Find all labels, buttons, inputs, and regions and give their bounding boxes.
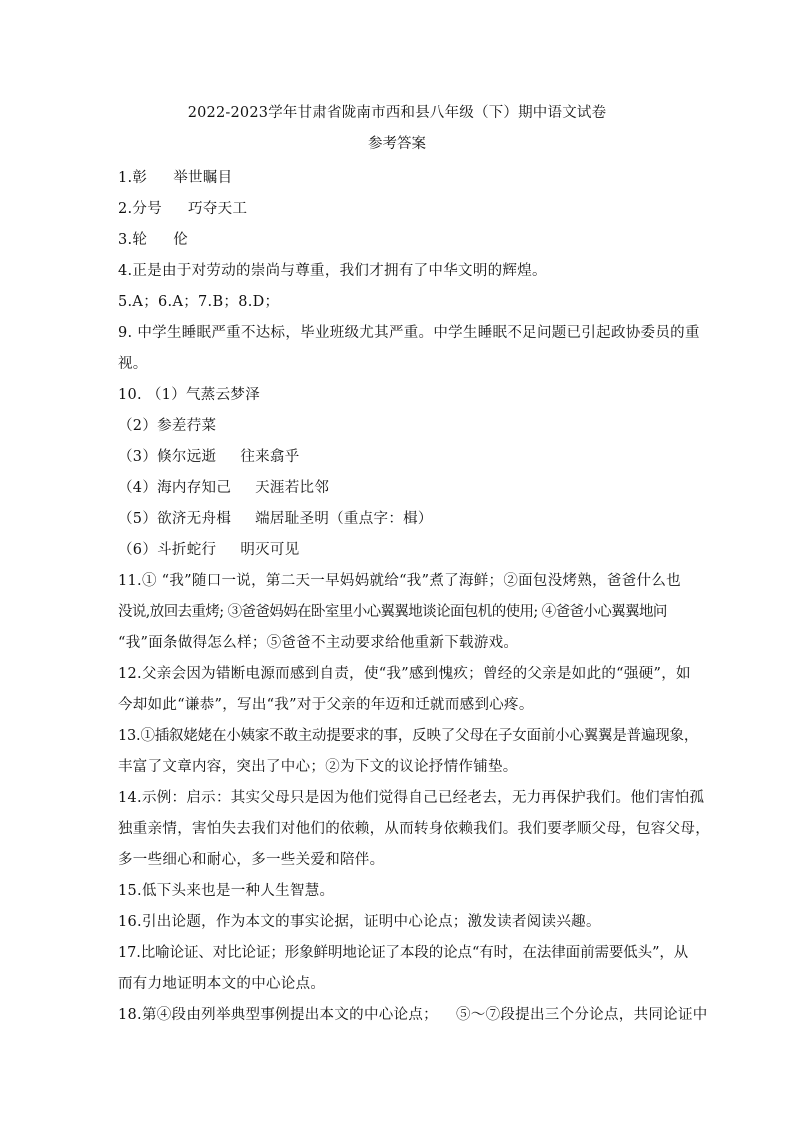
answer-text: 3.轮 <box>118 232 148 248</box>
answer-10-3 <box>118 442 678 473</box>
answer-text: 2.分号 <box>118 201 163 217</box>
answer-text: 往来翕乎 <box>240 449 300 465</box>
answer-text: 伦 <box>173 232 189 248</box>
answer-text: 端居耻圣明（重点字：楫） <box>255 511 433 527</box>
answer-11-line-2: 没说,放回去重烤; ③爸爸妈妈在卧室里小心翼翼地谈论面包机的使用; ④爸爸小心翼翼地问 <box>118 604 667 620</box>
answer-1 <box>118 163 678 194</box>
answer-9-line-1: 9. 中学生睡眠严重不达标，毕业班级尤其严重。中学生睡眠不足问题已引起政协委员的重 <box>118 325 700 341</box>
answer-13-line-1: 13.①插叙姥姥在小姨家不敢主动提要求的事，反映了父母在子女面前小心翼翼是普遍现象， <box>118 728 699 744</box>
answer-10-5 <box>118 504 678 535</box>
answer-5-8: 5.A；6.A；7.B；8.D； <box>118 294 280 310</box>
answer-16: 16.引出论题，作为本文的事实论据，证明中心论点；激发读者阅读兴趣。 <box>118 914 601 930</box>
answer-14-line-3: 多一些细心和耐心，多一些关爱和陪伴。 <box>118 852 385 868</box>
answer-text: （6）斗折蛇行 <box>118 542 217 558</box>
answer-9-line-2: 视。 <box>118 356 148 372</box>
answer-text: （5）欲济无舟楫 <box>118 511 232 527</box>
answer-14-line-2: 独重亲情，害怕失去我们对他们的依赖，从而转身依赖我们。我们要孝顺父母，包容父母， <box>118 821 710 837</box>
answer-18-line-1 <box>118 1000 708 1031</box>
answer-13-line-2: 丰富了文章内容，突出了中心；②为下文的议论抒情作铺垫。 <box>118 759 518 775</box>
answer-17-line-2: 而有力地证明本文的中心论点。 <box>118 976 326 992</box>
answer-text: 举世瞩目 <box>173 170 233 186</box>
document-title: 2022-2023学年甘肃省陇南市西和县八年级（下）期中语文试卷 <box>187 105 607 121</box>
answer-text: 巧夺天工 <box>188 201 248 217</box>
answer-3 <box>118 225 678 256</box>
answer-text: （3）倏尔远逝 <box>118 449 217 465</box>
answer-14-line-1: 14.示例：启示：其实父母只是因为他们觉得自己已经老去，无力再保护我们。他们害怕孤 <box>118 790 705 806</box>
answer-10-1: 10. （1）气蒸云梦泽 <box>118 387 260 403</box>
answer-text: 明灭可见 <box>240 542 300 558</box>
answer-12-line-1: 12.父亲会因为错断电源而感到自责，使“我”感到愧疚；曾经的父亲是如此的“强硬”，如 <box>118 666 691 682</box>
answer-text: ⑤～⑦段提出三个分论点，共同论证中 <box>455 1007 708 1023</box>
answer-text: 1.彰 <box>118 170 148 186</box>
answer-2 <box>118 194 678 225</box>
answer-15: 15.低下头来也是一种人生智慧。 <box>118 883 335 899</box>
answer-17-line-1: 17.比喻论证、对比论证；形象鲜明地论证了本段的论点“有时，在法律面前需要低头”，从 <box>118 945 689 961</box>
answer-10-6 <box>118 535 678 566</box>
answer-11-line-1: 11.① “我”随口一说，第二天一早妈妈就给“我”煮了海鲜；②面包没烤熟，爸爸什么也 <box>118 573 681 589</box>
answer-list <box>118 163 710 1031</box>
answer-text: 天涯若比邻 <box>255 480 330 496</box>
answer-4: 4.正是由于对劳动的崇尚与尊重，我们才拥有了中华文明的辉煌。 <box>118 263 547 279</box>
document-subtitle: 参考答案 <box>368 136 426 152</box>
answer-text: 18.第④段由列举典型事例提出本文的中心论点； <box>118 1007 438 1023</box>
answer-10-2: （2）参差荇菜 <box>118 418 217 434</box>
answer-10-4 <box>118 473 678 504</box>
answer-11-line-3: “我”面条做得怎么样；⑤爸爸不主动要求给他重新下载游戏。 <box>118 635 519 651</box>
answer-text: （4）海内存知己 <box>118 480 232 496</box>
answer-12-line-2: 今却如此“谦恭”，写出“我”对于父亲的年迈和迁就而感到心疼。 <box>118 697 534 713</box>
